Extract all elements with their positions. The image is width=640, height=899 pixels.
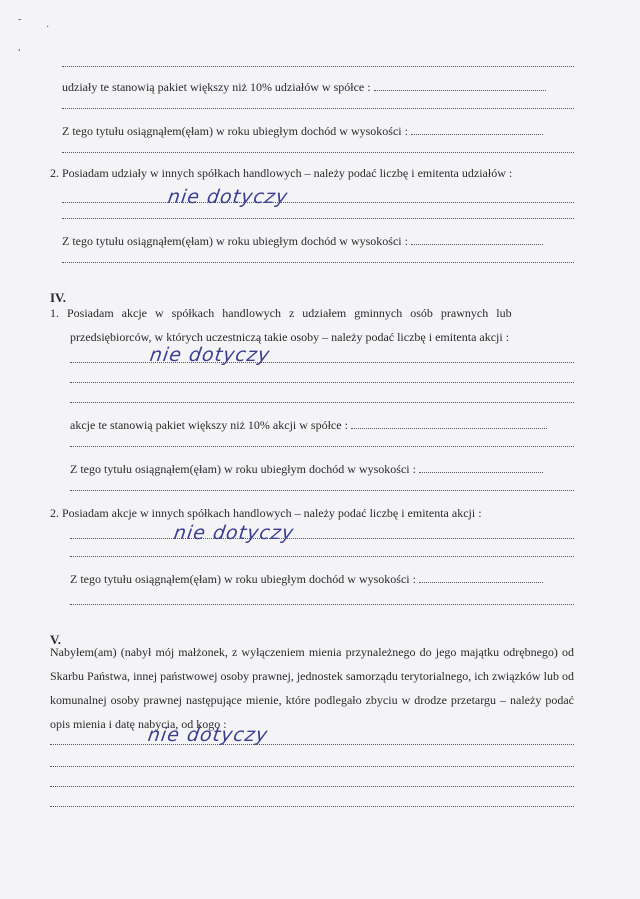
income-label: Z tego tytułu osiągnąłem(ęłam) w roku ubiegłym dochód w wysokości : xyxy=(70,462,416,476)
answer-line[interactable] xyxy=(70,556,574,557)
income-field[interactable] xyxy=(419,572,543,583)
answer-line[interactable] xyxy=(50,766,574,767)
answer-line[interactable] xyxy=(70,382,574,383)
shares-package-label: udziały te stanowią pakiet większy niż 10% udziałów w spółce : xyxy=(62,80,371,94)
income-field[interactable] xyxy=(411,234,543,245)
answer-line[interactable] xyxy=(62,108,574,109)
handwritten-answer: nie dotyczy xyxy=(172,522,296,544)
income-row xyxy=(62,234,543,248)
answer-line[interactable] xyxy=(62,218,574,219)
scan-mark: · xyxy=(46,22,50,33)
answer-line[interactable] xyxy=(70,446,574,447)
answer-line[interactable] xyxy=(62,262,574,263)
scan-mark: , xyxy=(18,42,21,53)
income-label: Z tego tytułu osiągnąłem(ęłam) w roku ubiegłym dochód w wysokości : xyxy=(70,572,416,586)
scan-mark: - xyxy=(18,14,22,25)
income-field[interactable] xyxy=(411,124,543,135)
answer-line[interactable] xyxy=(70,362,574,363)
shares-package-field[interactable] xyxy=(374,80,546,91)
shares-other-item: 2. Posiadam udziały w innych spółkach handlowych – należy podać liczbę i emitenta udziałów : xyxy=(50,166,513,180)
handwritten-answer: nie dotyczy xyxy=(148,344,272,366)
stocks-package-row xyxy=(70,418,547,432)
answer-line[interactable] xyxy=(62,202,574,203)
answer-line[interactable] xyxy=(70,538,574,539)
income-field[interactable] xyxy=(419,462,543,473)
answer-line[interactable] xyxy=(50,786,574,787)
answer-line[interactable] xyxy=(62,66,574,67)
income-label: Z tego tytułu osiągnąłem(ęłam) w roku ubiegłym dochód w wysokości : xyxy=(62,234,408,248)
answer-line[interactable] xyxy=(62,152,574,153)
income-row xyxy=(70,572,543,586)
handwritten-answer: nie dotyczy xyxy=(146,724,270,746)
stocks-other-item: 2. Posiadam akcje w innych spółkach handlowych – należy podać liczbę i emitenta akcji : xyxy=(50,506,482,520)
income-row xyxy=(62,124,543,138)
income-label: Z tego tytułu osiągnąłem(ęłam) w roku ubiegłym dochód w wysokości : xyxy=(62,124,408,138)
answer-line[interactable] xyxy=(70,490,574,491)
section-heading: V. xyxy=(50,632,61,647)
income-row xyxy=(70,462,543,476)
answer-line[interactable] xyxy=(50,806,574,807)
answer-line[interactable] xyxy=(70,604,574,605)
acquired-property-paragraph: Nabyłem(am) (nabył mój małżonek, z wyłączeniem mienia przynależnego do jego majątku odrębnego) od Skarbu Państwa, innej państwowej osoby prawnej, jednostek samorządu terytorialnego, ich związków lub od komunalnej osoby prawnej następujące mienie, które podlegało zbyciu w drodze przetargu – należy podać opis mienia i datę nabycia, od kogo : xyxy=(50,645,574,731)
answer-line[interactable] xyxy=(70,402,574,403)
stocks-package-label: akcje te stanowią pakiet większy niż 10% akcji w spółce : xyxy=(70,418,348,432)
stocks-package-field[interactable] xyxy=(351,418,547,429)
handwritten-answer: nie dotyczy xyxy=(166,186,290,208)
section-heading: IV. xyxy=(50,290,67,305)
shares-package-row xyxy=(62,80,546,94)
stocks-item-1-line1: 1. Posiadam akcje w spółkach handlowych z udziałem gminnych osób prawnych lub xyxy=(50,306,512,320)
stocks-item-1-line2: przedsiębiorców, w których uczestniczą takie osoby – należy podać liczbę i emitenta akcji : xyxy=(70,330,510,344)
answer-line[interactable] xyxy=(50,744,574,745)
